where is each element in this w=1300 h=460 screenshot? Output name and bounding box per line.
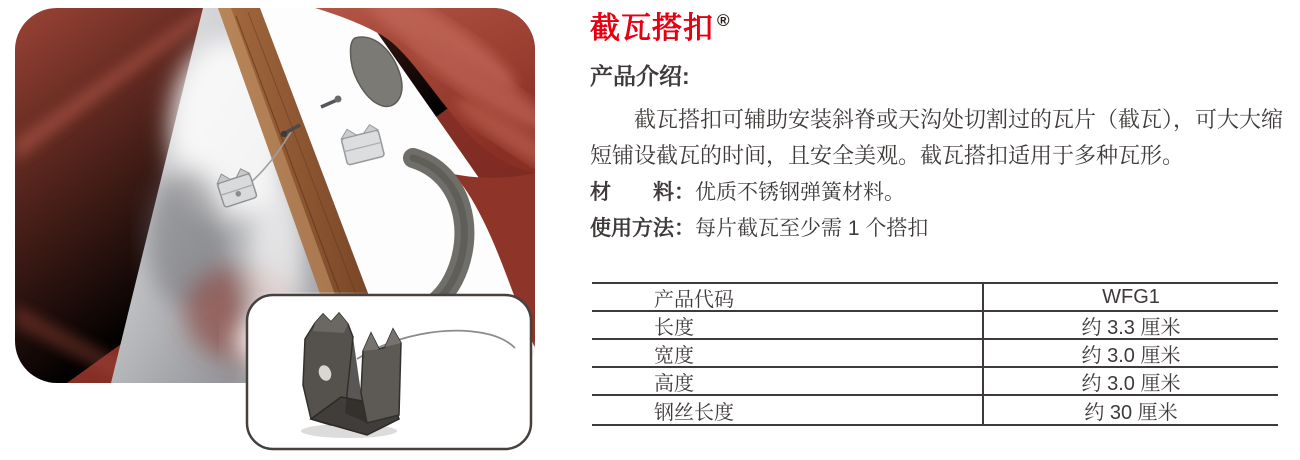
table-row: [592, 396, 1278, 424]
table-cell-value: 约 3.0 厘米: [1081, 344, 1181, 367]
spec-usage-value: 每片截瓦至少需 1 个搭扣: [695, 217, 929, 240]
table-cell-name: 宽度: [592, 340, 984, 366]
page-title: [590, 12, 730, 46]
product-description: 截瓦搭扣可辅助安装斜脊或天沟处切割过的瓦片（截瓦），可大大缩短铺设截瓦的时间，且安全美观。截瓦搭扣适用于多种瓦形。: [590, 107, 1284, 168]
spec-table: [592, 282, 1278, 426]
spec-usage-label: 使用方法：: [590, 217, 695, 240]
table-cell-name: 长度: [592, 312, 984, 338]
product-photo: [15, 8, 535, 451]
table-cell-name: 产品代码: [592, 284, 984, 310]
clip-product-drawing: [245, 293, 533, 451]
table-row: [592, 312, 1278, 340]
product-detail-inset: [245, 293, 533, 451]
table-cell-value: 约 30 厘米: [1084, 401, 1178, 424]
table-cell-value: 约 3.0 厘米: [1081, 372, 1181, 395]
table-cell-value: 约 3.3 厘米: [1081, 316, 1181, 339]
section-heading: 产品介绍:: [590, 63, 690, 89]
product-name: 截瓦搭扣: [590, 12, 714, 45]
spec-material-label: 材 料：: [590, 181, 695, 204]
table-cell-name: 钢丝长度: [592, 396, 984, 424]
table-row: [592, 284, 1278, 312]
spec-usage: [590, 214, 928, 244]
spec-material-value: 优质不锈钢弹簧材料。: [695, 181, 905, 204]
product-info: [590, 0, 1300, 460]
table-cell-name: 高度: [592, 368, 984, 394]
table-cell-value: WFG1: [1102, 285, 1160, 308]
registered-trademark: ®: [717, 11, 730, 30]
table-row: [592, 368, 1278, 396]
spec-material: [590, 178, 905, 208]
table-row: [592, 340, 1278, 368]
